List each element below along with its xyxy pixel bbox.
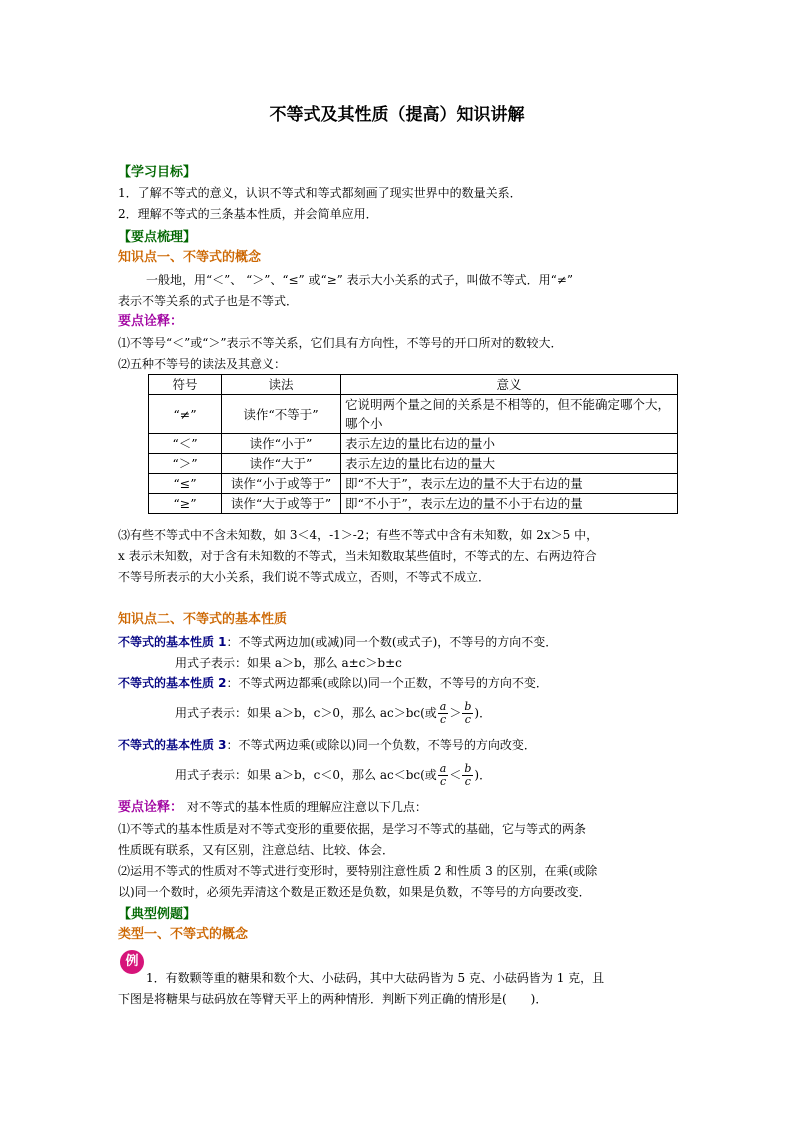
key-points-heading: 【要点梳理】 bbox=[118, 230, 197, 245]
property-3-label: 不等式的基本性质 3 bbox=[118, 738, 227, 752]
kp1-note-2: ⑵五种不等号的读法及其意义： bbox=[118, 357, 287, 371]
cell-reading: 读作“小于或等于” bbox=[222, 474, 341, 494]
property-1-expression: 用式子表示：如果 a＞b，那么 a±c＞b±c bbox=[175, 656, 402, 670]
kp2-note-1a: ⑴不等式的基本性质是对不等式变形的重要依据，是学习不等式的基础，它与等式的两条 bbox=[118, 822, 587, 836]
example-1-line-1: 1．有数颗等重的糖果和数个大、小砝码，其中大砝码皆为 5 克、小砝码皆为 1 克，且 bbox=[146, 971, 605, 985]
example-1-line-2: 下图是将糖果与砝码放在等臂天平上的两种情形．判断下列正确的情形是( )． bbox=[118, 992, 548, 1006]
cell-symbol: “≠” bbox=[149, 395, 222, 434]
kp2-note-2b: 以)同一个数时，必须先弄清这个数是正数还是负数，如果是负数，不等号的方向要改变． bbox=[118, 885, 591, 899]
table-row bbox=[149, 474, 678, 494]
cell-symbol: “≥” bbox=[149, 494, 222, 514]
fraction-a-over-c: $\frac{a}{c}$ bbox=[439, 762, 447, 788]
kp2-note bbox=[118, 797, 427, 818]
kp1-title: 知识点一、不等式的概念 bbox=[118, 250, 262, 265]
table-row bbox=[149, 434, 678, 454]
header-reading: 读法 bbox=[222, 375, 341, 395]
cell-meaning: 表示左边的量比右边的量小 bbox=[341, 434, 678, 454]
property-2-text: ：不等式两边都乘(或除以)同一个正数，不等号的方向不变． bbox=[226, 676, 548, 690]
kp2-note-intro: 对不等式的基本性质的理解应注意以下几点： bbox=[183, 800, 427, 814]
kp1-note-3a: ⑶有些不等式中不含未知数，如 3＜4，-1＞-2；有些不等式中含有未知数，如 2x＞5 中， bbox=[118, 528, 599, 542]
learning-goals-heading: 【学习目标】 bbox=[118, 165, 197, 180]
fraction-a-over-c: $\frac{a}{c}$ bbox=[439, 700, 447, 726]
examples-heading: 【典型例题】 bbox=[118, 907, 197, 922]
kp1-note-1: ⑴不等号“＜”或“＞”表示不等关系，它们具有方向性，不等号的开口所对的数较大． bbox=[118, 336, 563, 350]
cell-meaning: 即“不大于”，表示左边的量不大于右边的量 bbox=[341, 474, 678, 494]
cell-reading: 读作“大于” bbox=[222, 454, 341, 474]
header-meaning: 意义 bbox=[341, 375, 678, 395]
property-3-expression bbox=[175, 757, 491, 793]
cell-symbol: “＜” bbox=[149, 434, 222, 454]
property-2-label: 不等式的基本性质 2 bbox=[118, 676, 227, 690]
header-symbol: 符号 bbox=[149, 375, 222, 395]
kp1-paragraph-2: 表示不等关系的式子也是不等式． bbox=[118, 294, 299, 308]
kp2-note-2a: ⑵运用不等式的性质对不等式进行变形时，要特别注意性质 2 和性质 3 的区别，在乘(或除 bbox=[118, 864, 598, 878]
property-1 bbox=[118, 632, 557, 652]
kp2-note-label: 要点诠释： bbox=[118, 800, 184, 815]
inequality-signs-table bbox=[148, 374, 678, 514]
goal-item-2: 2．理解不等式的三条基本性质，并会简单应用． bbox=[118, 207, 378, 221]
cell-reading: 读作“小于” bbox=[222, 434, 341, 454]
fraction-b-over-c: $\frac{b}{c}$ bbox=[464, 762, 472, 788]
property-2-sign: ＞ bbox=[449, 706, 462, 720]
cell-meaning: 即“不小于”，表示左边的量不小于右边的量 bbox=[341, 494, 678, 514]
property-2 bbox=[118, 673, 548, 693]
kp2-title: 知识点二、不等式的基本性质 bbox=[118, 612, 288, 627]
property-1-label: 不等式的基本性质 1 bbox=[118, 635, 227, 649]
cell-meaning: 表示左边的量比右边的量大 bbox=[341, 454, 678, 474]
property-3-text: ：不等式两边乘(或除以)同一个负数，不等号的方向改变． bbox=[226, 738, 536, 752]
property-1-text: ：不等式两边加(或减)同一个数(或式子)，不等号的方向不变． bbox=[226, 635, 558, 649]
cell-reading: 读作“大于或等于” bbox=[222, 494, 341, 514]
page-title: 不等式及其性质（提高）知识讲解 bbox=[269, 105, 525, 125]
cell-symbol: “≤” bbox=[149, 474, 222, 494]
fraction-b-over-c: $\frac{b}{c}$ bbox=[464, 700, 472, 726]
cell-reading: 读作“不等于” bbox=[222, 395, 341, 434]
goal-item-1: 1．了解不等式的意义，认识不等式和等式都刻画了现实世界中的数量关系． bbox=[118, 186, 522, 200]
table-row bbox=[149, 494, 678, 514]
kp1-note-label: 要点诠释： bbox=[118, 314, 184, 329]
example-badge-icon: 例 bbox=[120, 950, 144, 974]
kp1-note-3b: x 表示未知数，对于含有未知数的不等式，当未知数取某些值时，不等式的左、右两边符合 bbox=[118, 549, 597, 563]
cell-meaning: 它说明两个量之间的关系是不相等的，但不能确定哪个大，哪个小 bbox=[341, 395, 678, 434]
kp1-paragraph-1: 一般地，用“＜”、 “＞”、“≤” 或“≥” 表示大小关系的式子，叫做不等式．用“≠” bbox=[146, 273, 573, 287]
kp1-note-3c: 不等号所表示的大小关系，我们说不等式成立，否则，不等式不成立． bbox=[118, 570, 491, 584]
property-3-expr-suffix: )． bbox=[474, 768, 492, 782]
property-3-expr-prefix: 用式子表示：如果 a＞b，c＜0，那么 ac＜bc(或 bbox=[175, 768, 437, 782]
table-header-row bbox=[149, 375, 678, 395]
property-2-expression bbox=[175, 695, 491, 731]
type1-title: 类型一、不等式的概念 bbox=[118, 927, 249, 942]
property-2-expr-prefix: 用式子表示：如果 a＞b，c＞0，那么 ac＞bc(或 bbox=[175, 706, 437, 720]
kp2-note-1b: 性质既有联系，又有区别，注意总结、比较、体会． bbox=[118, 843, 395, 857]
property-3 bbox=[118, 735, 536, 755]
table-row bbox=[149, 454, 678, 474]
cell-symbol: “＞” bbox=[149, 454, 222, 474]
property-2-expr-suffix: )． bbox=[474, 706, 492, 720]
property-3-sign: ＜ bbox=[449, 768, 462, 782]
table-row bbox=[149, 395, 678, 434]
